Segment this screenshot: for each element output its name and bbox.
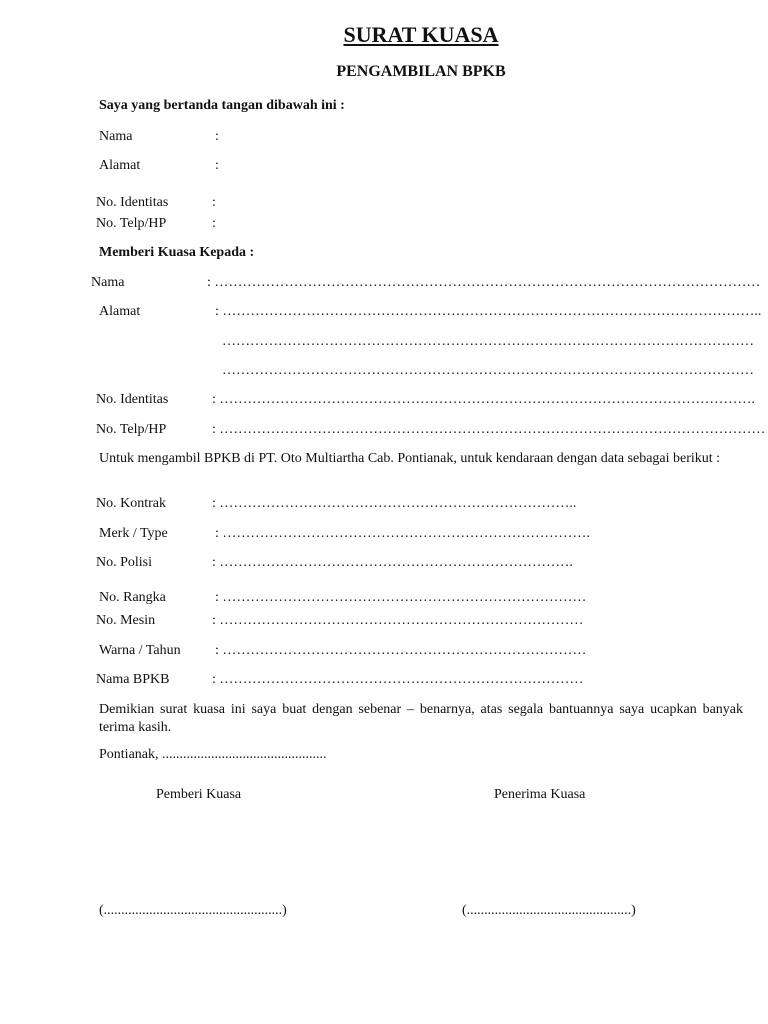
vehicle-contract-value: : ………………………………………………………………….. [212,496,577,511]
vehicle-color-year-label: Warna / Tahun [99,643,181,658]
giver-id-label: No. Identitas [96,195,169,210]
receiver-signature-label: Penerima Kuasa [494,787,586,802]
receiver-phone-value: : ……………………………………………………………………………………………………… [212,422,766,437]
receiver-address-value: : …………………………………………………………………………………………………….. [215,304,762,319]
vehicle-frame-value: : …………………………………………………………………… [215,590,587,605]
vehicle-engine-label: No. Mesin [96,613,156,628]
giver-phone-value: : [212,216,216,231]
giver-address-value: : [215,158,219,173]
receiver-id-label: No. Identitas [96,392,169,407]
vehicle-engine-value: : …………………………………………………………………… [212,613,584,628]
receiver-address-label: Alamat [99,304,141,319]
purpose-paragraph: Untuk mengambil BPKB di PT. Oto Multiartha Cab. Pontianak, untuk kendaraan dengan data sebagai berikut : [99,451,721,466]
receiver-phone-label: No. Telp/HP [96,422,167,437]
vehicle-bpkb-name-value: : …………………………………………………………………… [212,672,584,687]
vehicle-frame-label: No. Rangka [99,590,166,605]
vehicle-contract-label: No. Kontrak [96,496,166,511]
receiver-id-value: : ……………………………………………………………………………………………………. [212,392,755,407]
giver-name-label: Nama [99,129,133,144]
vehicle-plate-label: No. Polisi [96,555,153,570]
vehicle-color-year-value: : …………………………………………………………………… [215,643,587,658]
document-subtitle: PENGAMBILAN BPKB [336,63,506,80]
vehicle-type-label: Merk / Type [99,526,168,541]
receiver-heading: Memberi Kuasa Kepada : [99,245,255,260]
giver-address-label: Alamat [99,158,141,173]
giver-name-value: : [215,129,219,144]
vehicle-bpkb-name-label: Nama BPKB [96,672,170,687]
receiver-name-label: Nama [91,275,125,290]
giver-signature-line: (...................................................) [99,903,287,918]
receiver-signature-line: (...............................................) [462,903,636,918]
place-date: Pontianak, ............................................... [99,747,327,762]
document-title: SURAT KUASA [343,22,499,47]
giver-heading: Saya yang bertanda tangan dibawah ini : [99,98,345,113]
vehicle-plate-value: : …………………………………………………………………. [212,555,573,570]
receiver-address-line-2: …………………………………………………………………………………………………… [222,334,754,349]
giver-phone-label: No. Telp/HP [96,216,167,231]
giver-id-value: : [212,195,216,210]
receiver-name-value: : ……………………………………………………………………………………………………… [207,275,761,290]
closing-paragraph: Demikian surat kuasa ini saya buat dengan sebenar – benarnya, atas segala bantuannya saya ucapkan banyak terima kasih. [99,702,743,735]
vehicle-type-value: : ……………………………………………………………………. [215,526,590,541]
giver-signature-label: Pemberi Kuasa [156,787,242,802]
receiver-address-line-3: …………………………………………………………………………………………………… [222,363,754,378]
